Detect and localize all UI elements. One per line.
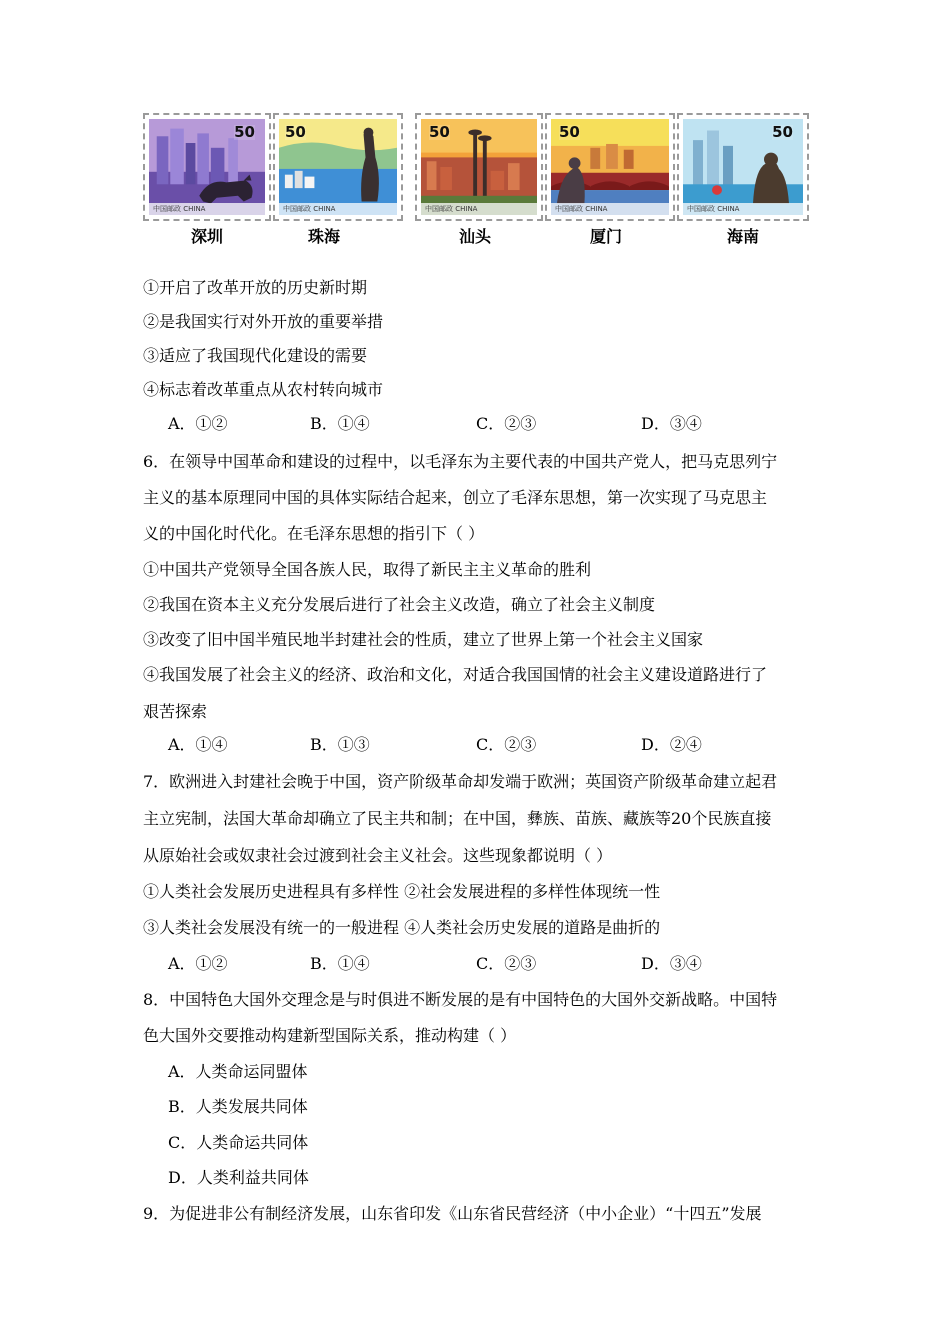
q7-option-b[interactable]: B．①④ bbox=[310, 954, 370, 973]
q5-statement: ②是我国实行对外开放的重要举措 bbox=[143, 312, 384, 331]
denomination: 50 bbox=[772, 123, 793, 141]
caption-shantou: 汕头 bbox=[458, 227, 491, 246]
q8-option-a[interactable]: A．人类命运同盟体 bbox=[168, 1062, 308, 1081]
stamp-zhuhai bbox=[273, 113, 403, 221]
q8-stem: 8．中国特色大国外交理念是与时俱进不断发展的是有中国特色的大国外交新战略。中国特 bbox=[143, 990, 778, 1009]
q8-option-c[interactable]: C．人类命运共同体 bbox=[168, 1133, 309, 1152]
q6-option-a[interactable]: A．①④ bbox=[168, 735, 228, 754]
q7-option-a[interactable]: A．①② bbox=[168, 954, 228, 973]
stamp-hainan bbox=[677, 113, 809, 221]
q6-statement: ②我国在资本主义充分发展后进行了社会主义改造，确立了社会主义制度 bbox=[143, 595, 656, 614]
q6-statement-continued: 艰苦探索 bbox=[143, 702, 208, 721]
caption-zhuhai: 珠海 bbox=[307, 227, 340, 246]
q5-option-c[interactable]: C．②③ bbox=[476, 414, 537, 433]
q8-stem: 色大国外交要推动构建新型国际关系，推动构建（ ） bbox=[143, 1026, 517, 1045]
q8-option-d[interactable]: D．人类利益共同体 bbox=[168, 1168, 309, 1187]
postal-mark: 中国邮政 CHINA bbox=[551, 203, 669, 215]
postal-mark: 中国邮政 CHINA bbox=[683, 203, 803, 215]
q6-statement: ①中国共产党领导全国各族人民，取得了新民主主义革命的胜利 bbox=[143, 560, 592, 579]
q5-statement: ④标志着改革重点从农村转向城市 bbox=[143, 380, 384, 399]
q6-stem: 6．在领导中国革命和建设的过程中，以毛泽东为主要代表的中国共产党人，把马克思列宁 bbox=[143, 452, 778, 471]
caption-shenzhen: 深圳 bbox=[190, 227, 223, 246]
denomination: 50 bbox=[559, 123, 580, 141]
caption-hainan: 海南 bbox=[726, 227, 759, 246]
stamp-strip bbox=[143, 113, 809, 223]
q5-option-d[interactable]: D．③④ bbox=[641, 414, 702, 433]
q9-stem: 9．为促进非公有制经济发展，山东省印发《山东省民营经济（中小企业）“十四五”发展 bbox=[143, 1204, 762, 1223]
q6-statement: ③改变了旧中国半殖民地半封建社会的性质，建立了世界上第一个社会主义国家 bbox=[143, 630, 704, 649]
q5-option-b[interactable]: B．①④ bbox=[310, 414, 370, 433]
stamp-xiamen bbox=[545, 113, 675, 221]
q8-option-b[interactable]: B．人类发展共同体 bbox=[168, 1097, 308, 1116]
q6-option-d[interactable]: D．②④ bbox=[641, 735, 702, 754]
denomination: 50 bbox=[234, 123, 255, 141]
q5-statement: ③适应了我国现代化建设的需要 bbox=[143, 346, 368, 365]
denomination: 50 bbox=[285, 123, 306, 141]
q6-option-c[interactable]: C．②③ bbox=[476, 735, 537, 754]
q7-statement: ③人类社会发展没有统一的一般进程 ④人类社会历史发展的道路是曲折的 bbox=[143, 918, 661, 937]
q7-option-c[interactable]: C．②③ bbox=[476, 954, 537, 973]
postal-mark: 中国邮政 CHINA bbox=[149, 203, 265, 215]
q7-statement: ①人类社会发展历史进程具有多样性 ②社会发展进程的多样性体现统一性 bbox=[143, 882, 661, 901]
q7-stem: 主立宪制，法国大革命却确立了民主共和制；在中国，彝族、苗族、藏族等20个民族直接 bbox=[143, 809, 772, 828]
caption-xiamen: 厦门 bbox=[589, 227, 622, 246]
q7-option-d[interactable]: D．③④ bbox=[641, 954, 702, 973]
stamp-shantou bbox=[415, 113, 543, 221]
postal-mark: 中国邮政 CHINA bbox=[421, 203, 537, 215]
postal-mark: 中国邮政 CHINA bbox=[279, 203, 397, 215]
q5-option-a[interactable]: A．①② bbox=[168, 414, 228, 433]
q6-stem: 主义的基本原理同中国的具体实际结合起来，创立了毛泽东思想，第一次实现了马克思主 bbox=[143, 488, 768, 507]
q7-stem: 从原始社会或奴隶社会过渡到社会主义社会。这些现象都说明（ ） bbox=[143, 846, 613, 865]
q6-stem: 义的中国化时代化。在毛泽东思想的指引下（ ） bbox=[143, 524, 485, 543]
q6-statement: ④我国发展了社会主义的经济、政治和文化，对适合我国国情的社会主义建设道路进行了 bbox=[143, 665, 768, 684]
q5-statement: ①开启了改革开放的历史新时期 bbox=[143, 278, 368, 297]
q6-option-b[interactable]: B．①③ bbox=[310, 735, 370, 754]
denomination: 50 bbox=[429, 123, 450, 141]
stamp-shenzhen bbox=[143, 113, 271, 221]
q7-stem: 7．欧洲进入封建社会晚于中国，资产阶级革命却发端于欧洲；英国资产阶级革命建立起君 bbox=[143, 772, 778, 791]
